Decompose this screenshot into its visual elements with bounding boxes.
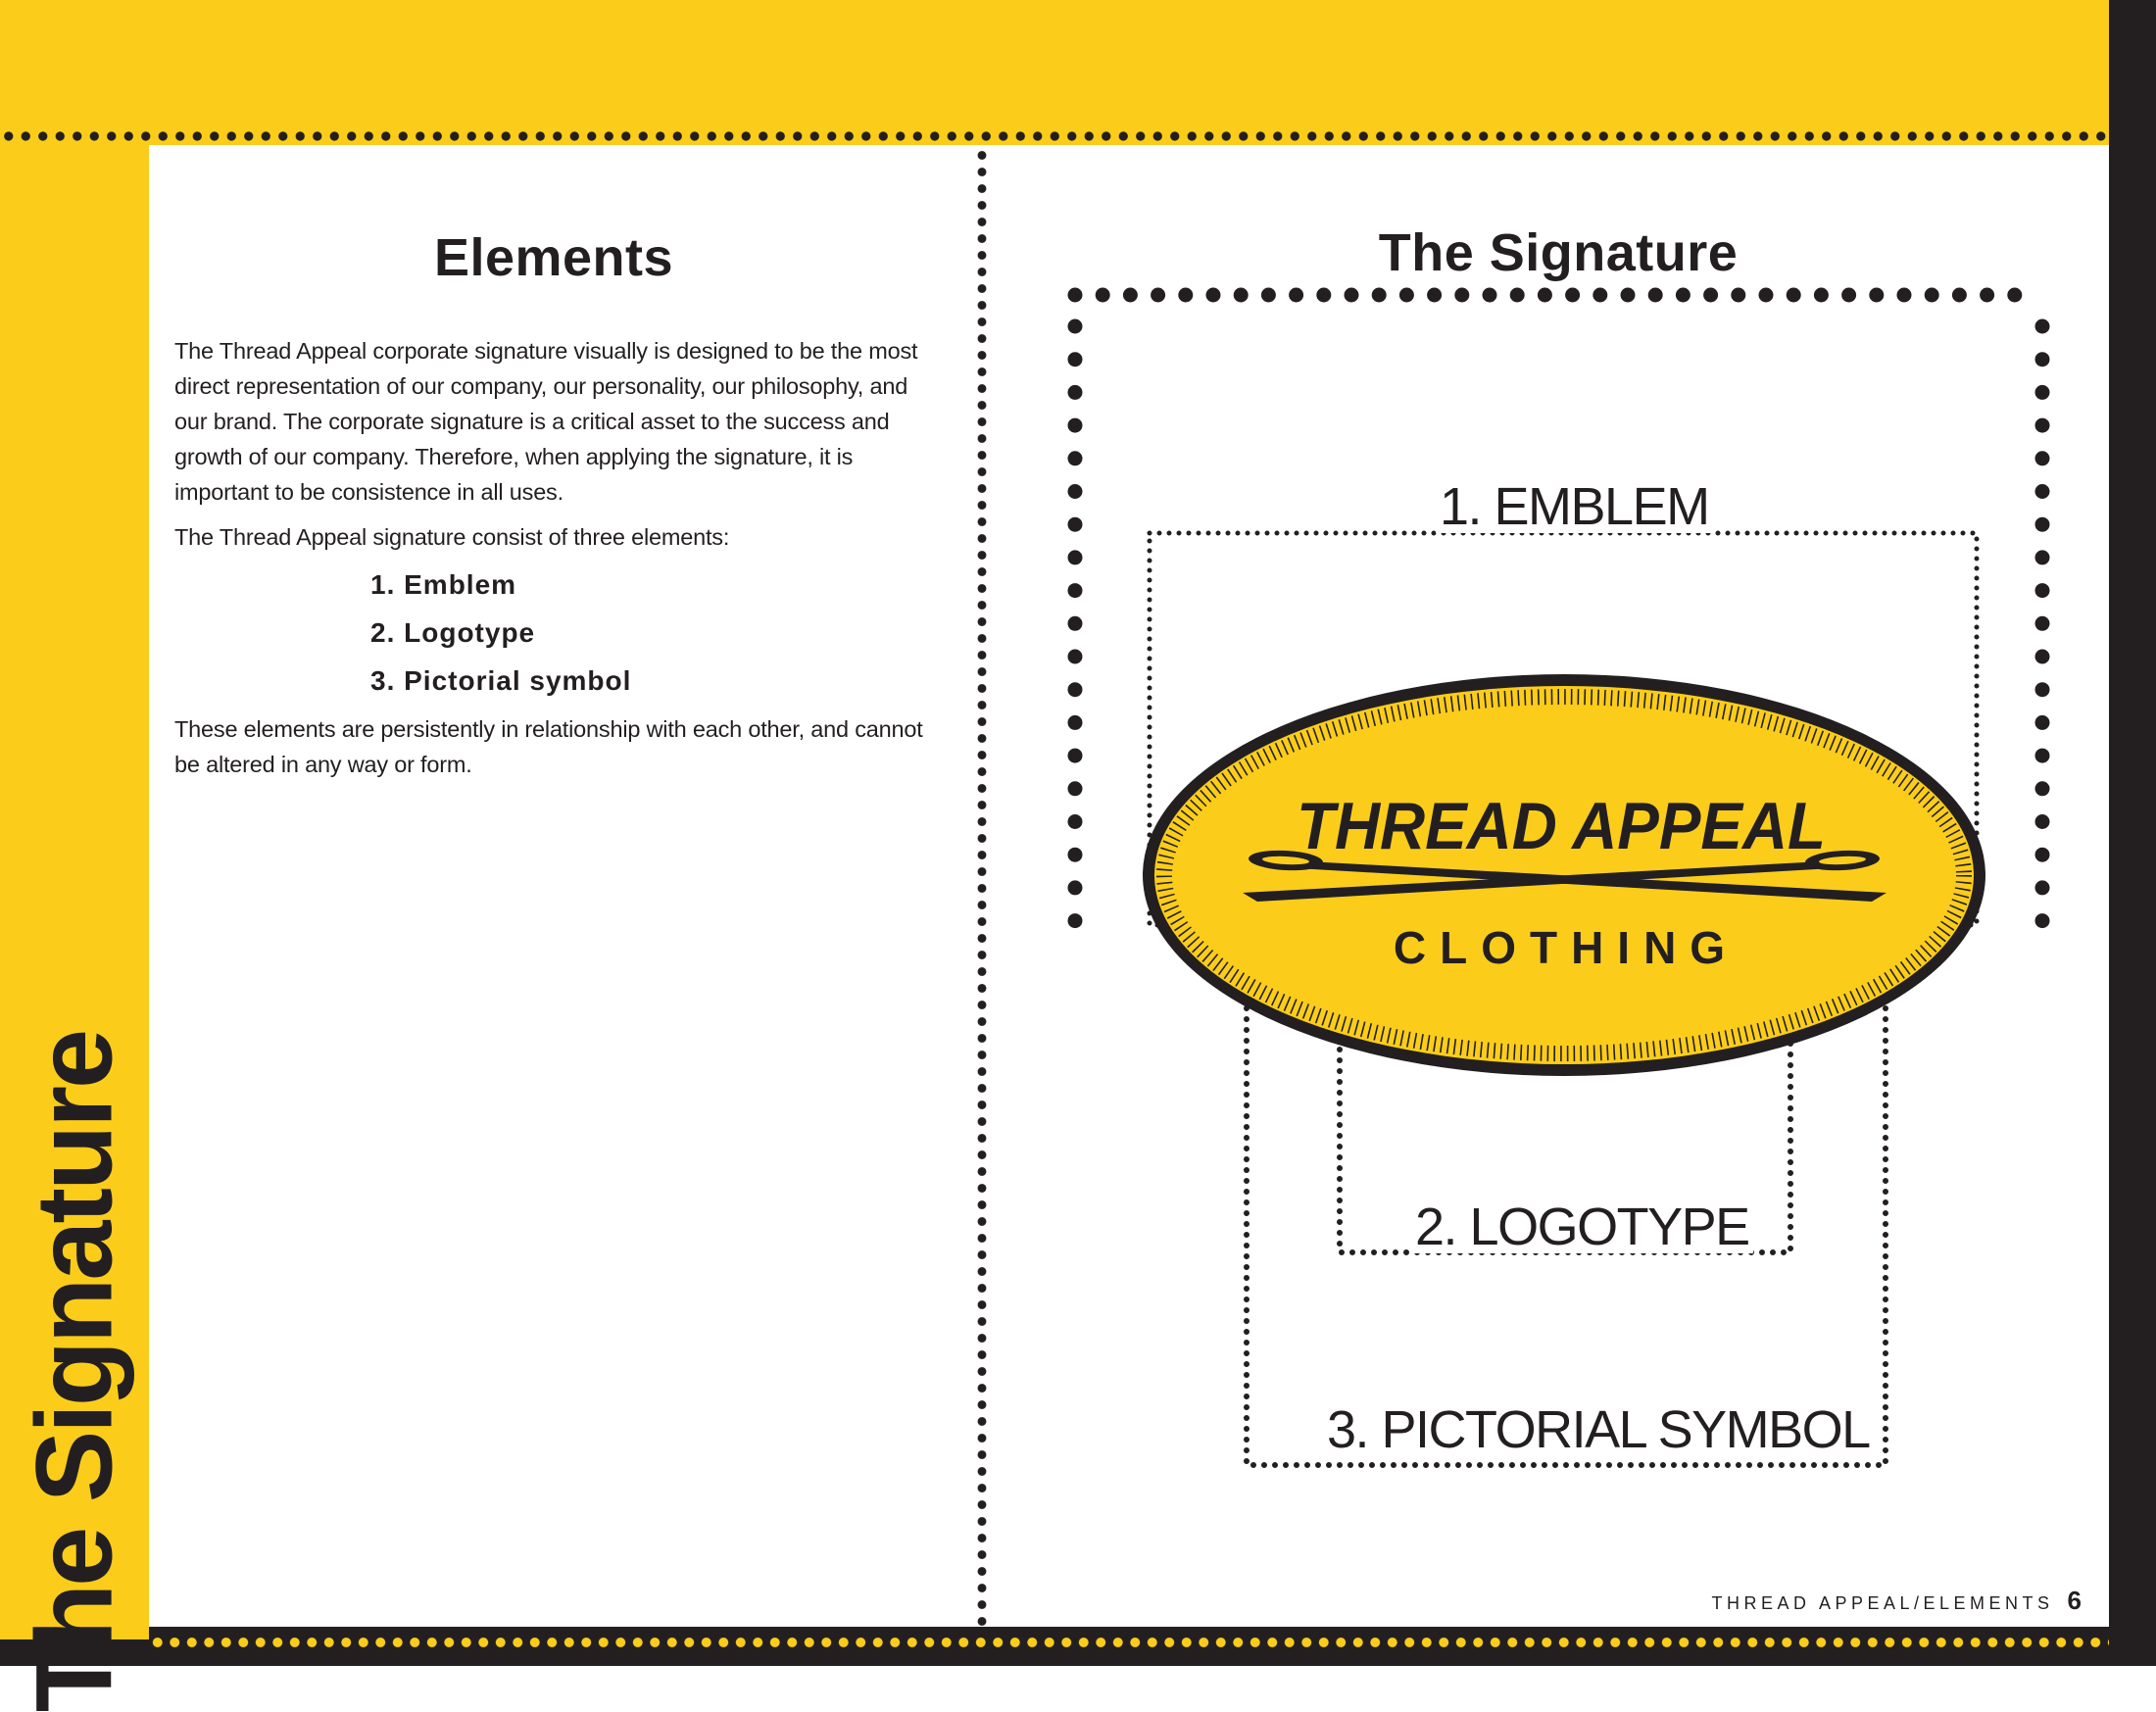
page-footer	[1711, 1586, 2082, 1616]
thread-appeal-logo	[1143, 674, 1985, 1076]
signature-heading: The Signature	[1378, 223, 1739, 282]
list-item: 3. Pictorial symbol	[370, 665, 632, 696]
page-number: 6	[2067, 1586, 2082, 1615]
intro-paragraph: The Thread Appeal corporate signature visually is designed to be the most direct representation of our company, our personality, our philosophy, and our brand. The corporate signature is a critical asset to the success and growth of our company. Therefore, when applying the signature, it is important to be consistence in all uses.	[174, 338, 918, 505]
closing-paragraph: These elements are persistently in relationship with each other, and cannot be altered in any way or form.	[174, 716, 923, 777]
list-item: 2. Logotype	[370, 617, 536, 648]
logo-wordmark: THREAD APPEAL	[1297, 789, 1826, 863]
label-logotype: 2. LOGOTYPE	[1411, 1200, 1753, 1253]
label-emblem: 1. EMBLEM	[1436, 480, 1713, 533]
logo-subline: CLOTHING	[1393, 922, 1740, 973]
list-item: 1. Emblem	[370, 569, 517, 600]
footer-text: THREAD APPEAL/ELEMENTS	[1711, 1593, 2054, 1613]
section-title-vertical: The Signature	[14, 1031, 135, 1712]
elements-intro: The Thread Appeal signature consist of three elements:	[174, 524, 730, 550]
elements-heading: Elements	[433, 228, 674, 287]
label-pictorial-symbol: 3. PICTORIAL SYMBOL	[1323, 1403, 1874, 1456]
